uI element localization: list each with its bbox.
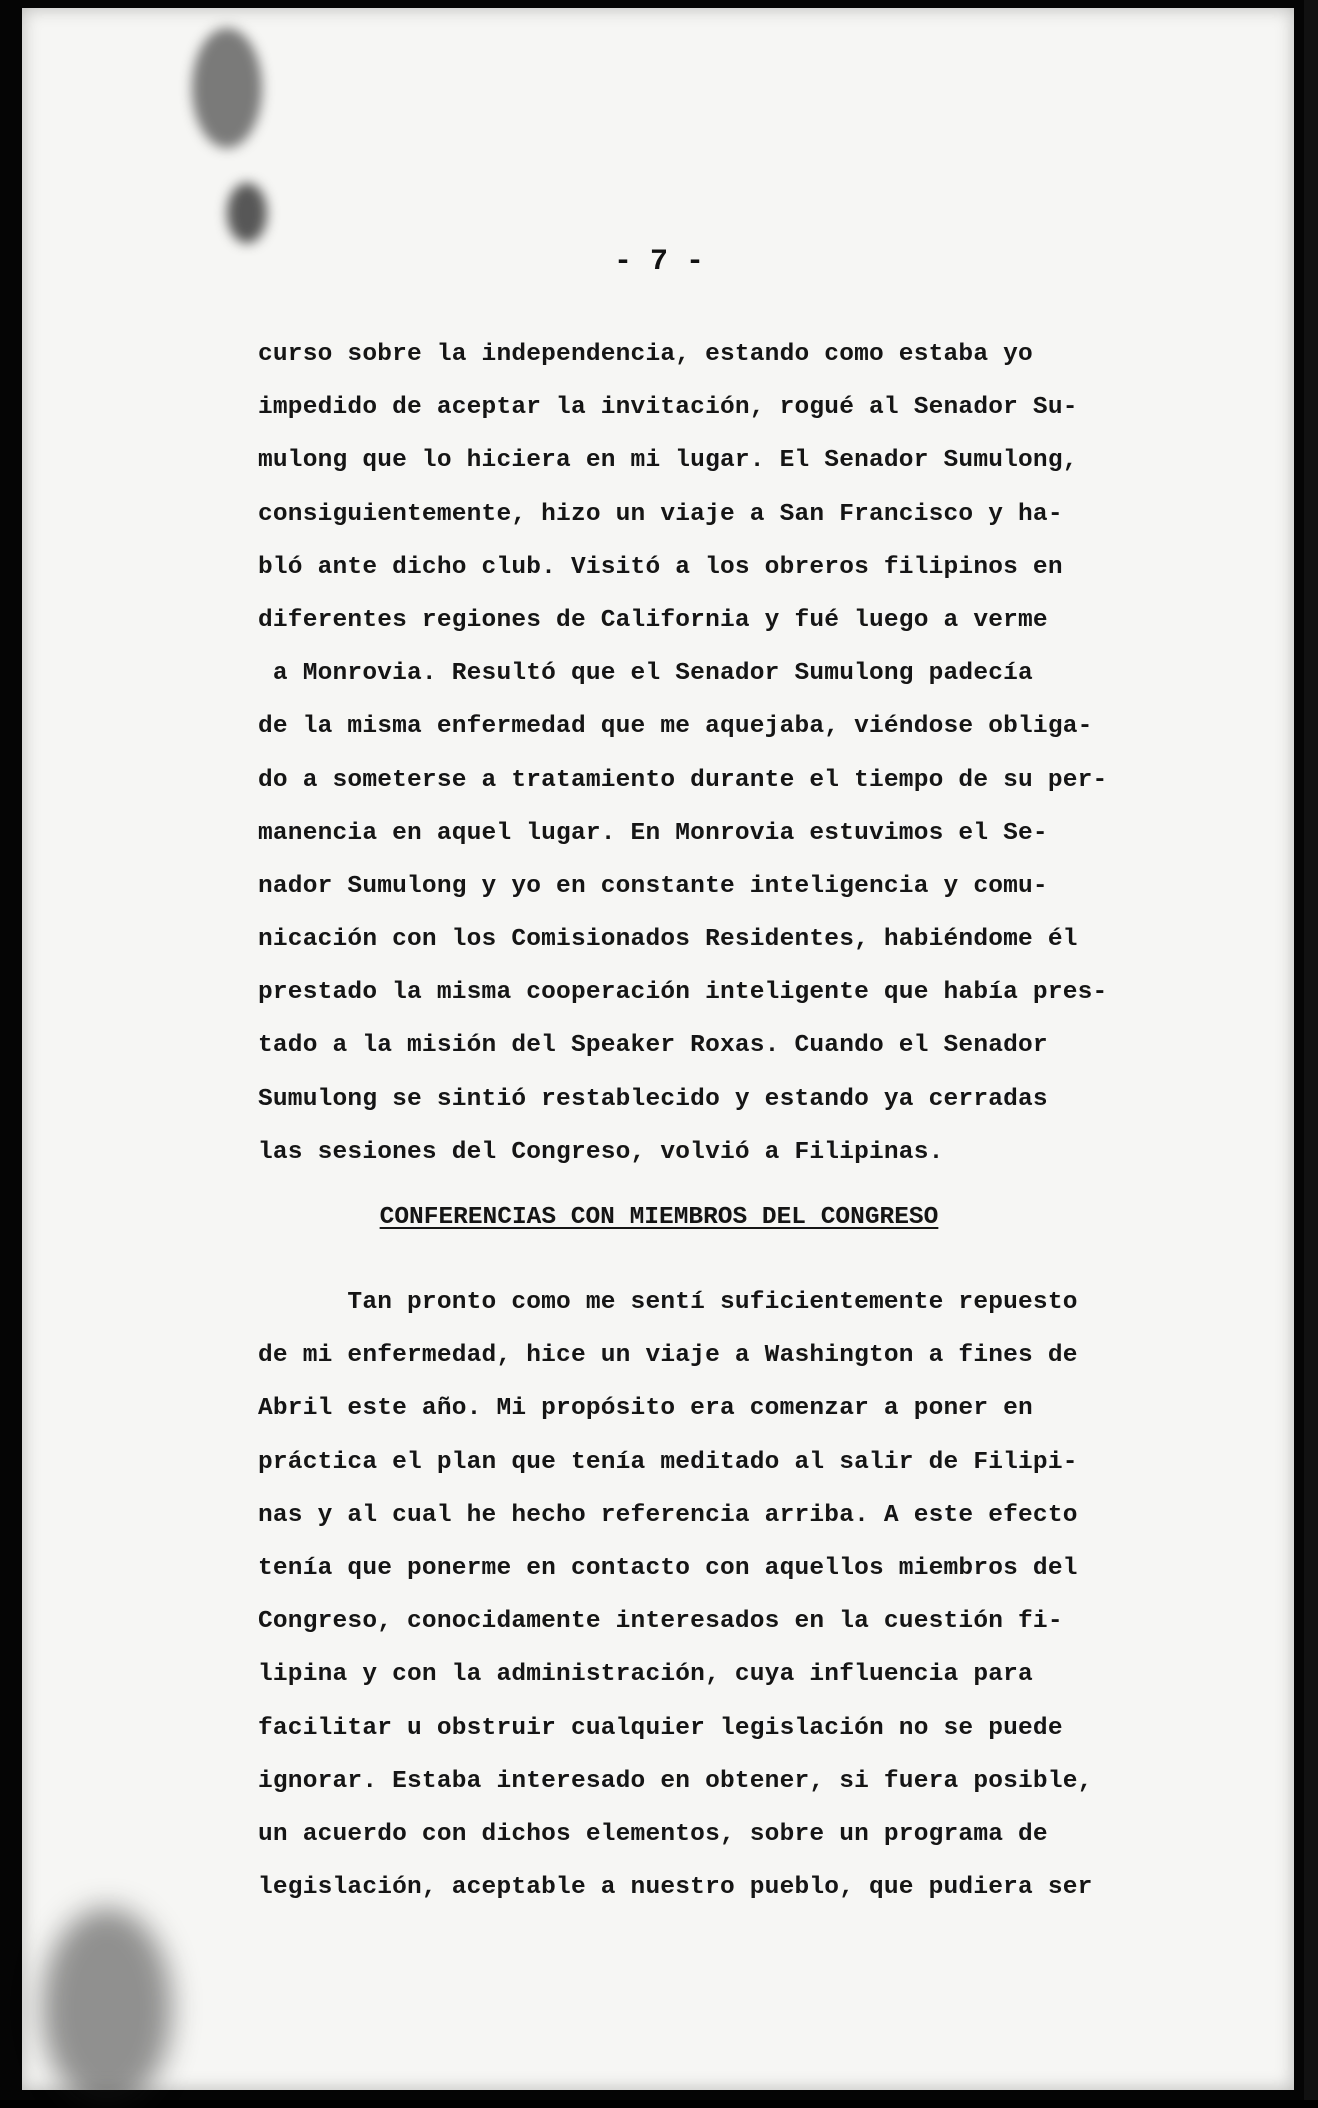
text-line: Abril este año. Mi propósito era comenzar a poner en xyxy=(258,1395,1033,1423)
text-line: Tan pronto como me sentí suficientemente repuesto xyxy=(258,1289,1078,1316)
ink-smudge xyxy=(227,183,267,243)
paragraph-2 xyxy=(258,1276,1158,1914)
text-line: Sumulong se sintió restablecido y estando ya cerradas xyxy=(258,1085,1048,1113)
text-line: facilitar u obstruir cualquier legislación no se puede xyxy=(258,1714,1063,1742)
ink-smudge xyxy=(192,28,262,148)
ink-smudge xyxy=(42,1908,172,2108)
text-line: nador Sumulong y yo en constante inteligencia y comu- xyxy=(258,872,1048,900)
text-line: do a someterse a tratamiento durante el tiempo de su per- xyxy=(258,766,1108,794)
text-line: bló ante dicho club. Visitó a los obreros filipinos en xyxy=(258,553,1063,581)
text-line: nicación con los Comisionados Residentes, habiéndome él xyxy=(258,926,1078,954)
text-line: legislación, aceptable a nuestro pueblo, que pudiera ser xyxy=(258,1874,1093,1902)
scan-edge xyxy=(1304,0,1318,2100)
text-line: las sesiones del Congreso, volvió a Filipinas. xyxy=(258,1138,944,1166)
text-line: consiguientemente, hizo un viaje a San Francisco y ha- xyxy=(258,500,1063,528)
section-heading: CONFERENCIAS CON MIEMBROS DEL CONGRESO xyxy=(379,1204,939,1231)
text-line: manencia en aquel lugar. En Monrovia estuvimos el Se- xyxy=(258,819,1048,847)
text-line: diferentes regiones de California y fué luego a verme xyxy=(258,606,1048,634)
text-line: a Monrovia. Resultó que el Senador Sumulong padecía xyxy=(258,660,1033,688)
text-line: de la misma enfermedad que me aquejaba, viéndose obliga- xyxy=(258,713,1093,741)
text-line: lipina y con la administración, cuya influencia para xyxy=(258,1661,1033,1689)
text-line: práctica el plan que tenía meditado al salir de Filipi- xyxy=(258,1448,1078,1476)
text-line: tado a la misión del Speaker Roxas. Cuando el Senador xyxy=(258,1032,1048,1060)
text-line: un acuerdo con dichos elementos, sobre un programa de xyxy=(258,1820,1048,1848)
text-line: Congreso, conocidamente interesados en la cuestión fi- xyxy=(258,1608,1063,1636)
text-line: mulong que lo hiciera en mi lugar. El Senador Sumulong, xyxy=(258,447,1078,475)
text-line: tenía que ponerme en contacto con aquellos miembros del xyxy=(258,1554,1078,1582)
page-number: - 7 - xyxy=(613,245,704,279)
text-line: nas y al cual he hecho referencia arriba. A este efecto xyxy=(258,1501,1078,1529)
text-line: prestado la misma cooperación inteligente que había pres- xyxy=(258,979,1108,1007)
paragraph-1 xyxy=(258,328,1158,1179)
text-line: ignorar. Estaba interesado en obtener, si fuera posible, xyxy=(258,1767,1093,1795)
text-line: impedido de aceptar la invitación, rogué al Senador Su- xyxy=(258,394,1078,422)
text-line: curso sobre la independencia, estando como estaba yo xyxy=(258,341,1033,368)
text-line: de mi enfermedad, hice un viaje a Washington a fines de xyxy=(258,1342,1078,1370)
